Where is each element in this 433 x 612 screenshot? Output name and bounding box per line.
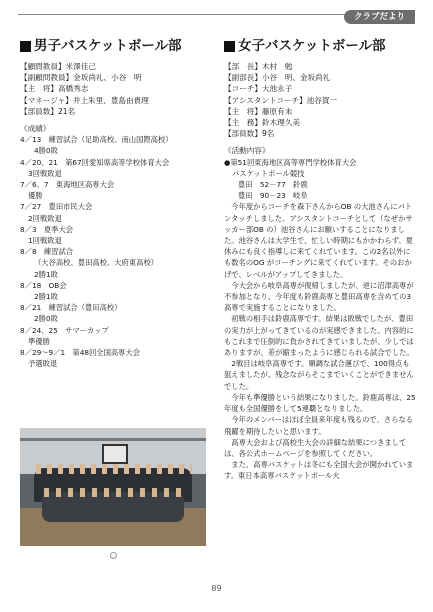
staff-line: 【部 長】木村 勉 (224, 62, 293, 71)
girls-report-text (224, 201, 416, 481)
page-number: 89 (211, 584, 222, 593)
square-bullet-icon (224, 41, 235, 52)
girls-staff-list (224, 61, 416, 139)
record-line: 4／20、21 第67回愛知県高等学校体育大会 (20, 157, 170, 167)
staff-line: 【主 将】藤原有未 (224, 106, 293, 116)
activity-line: 豊田 90－23 岐阜 (238, 191, 308, 201)
staff-line: 【マネージャ】井上朱里、豊島由貴理 (20, 95, 149, 105)
staff-line: 【主 務】鈴木理久美 (224, 118, 300, 128)
staff-line: 【副顧問教員】金坂尚礼、小谷 明 (20, 73, 142, 83)
record-line: 2勝0敗 (34, 314, 58, 324)
staff-line: 【アシスタントコーチ】池谷賀一 (224, 95, 338, 105)
boys-records-heading: 《成績》 (20, 124, 51, 134)
report-paragraph: 今年も準優勝という結果になりました。鈴鹿高専は、25年度も全国優勝をして5連覇となりました。 (224, 392, 416, 414)
record-line: 7／6、7 東海地区高専大会 (20, 180, 115, 190)
record-line: 8／18 OB会 (20, 280, 67, 290)
record-line: 8／3 夏季大会 (20, 224, 74, 234)
record-line: 準優勝 (28, 336, 50, 346)
record-line: （大谷高校、豊田高校、大府東高校） (34, 258, 159, 268)
report-paragraph: 初戦の相手は鈴鹿高専です。結果は敗戦でしたが、豊田の実力が上がってきているのが実感できました。内容的にもこれまで圧倒的に負かされてきていましたが、少しではありますが、差が縮まったように感じられる試合でした。 (224, 314, 414, 358)
record-line: 3回戦敗退 (28, 168, 62, 178)
record-line: 1回戦敗退 (28, 236, 62, 246)
record-line: 8／21 練習試合（豊田高校） (20, 303, 122, 313)
girls-activity-heading: 《活動内容》 (224, 146, 270, 156)
photo-dot-icon (110, 552, 117, 559)
team-photo (20, 428, 206, 546)
record-line: 8／24、25 サマーカップ (20, 325, 109, 335)
record-line: 8／8 練習試合 (20, 247, 74, 257)
square-bullet-icon (20, 41, 31, 52)
record-line: 2勝1敗 (34, 292, 58, 302)
basketball-hoop-icon (102, 444, 128, 464)
report-paragraph: 今年度からコーチを森下さんからOB の大池さんにバトンタッチしました。アシスタントコーチとして（なぜかサッカー部OB の）池谷さんにお願いすることになりました。池谷さんは大学生で、忙しい時期にもかかわらず、夏休みにも良く指導しに来てくれています。この2名以外にも数名のOG がコーチングに来てくれています。そのおかげで、レベルがアップしてきました。 (224, 202, 413, 279)
activity-line: ●第51回東海地区高等専門学校体育大会 (224, 157, 357, 167)
boys-staff-list (20, 61, 210, 117)
record-line: 7／27 豊田市民大会 (20, 202, 93, 212)
boys-title: 男子バスケットボール部 (34, 38, 182, 54)
boys-records-list (20, 134, 210, 369)
staff-line: 【副部長】小谷 明、金坂尚礼 (224, 73, 331, 83)
activity-line: バスケットボール競技 (232, 168, 305, 178)
report-paragraph: 今大会から岐阜高専が復帰しましたが、逆に沼津高専が不参加となり、今年度も鈴鹿高専と豊田高専を含めての3高専で実施することになりました。 (224, 280, 414, 313)
report-paragraph: 今年のメンバーはほぼ全員来年度も残るので、さらなる飛躍を期待したいと思います。 (224, 415, 414, 436)
section-tag: クラブだより (344, 10, 415, 24)
report-paragraph: 2戦目は岐阜高専です。順調な試合運びで、100得点も狙えましたが、残念ながらそこまでいくことができませんでした。 (224, 359, 414, 391)
staff-line: 【コーチ】大池永子 (224, 84, 293, 94)
record-line: 予選敗退 (28, 359, 58, 369)
record-line: 8／29～9／1 第48回全国高専大会 (20, 348, 141, 358)
record-line: 2勝1敗 (34, 269, 58, 279)
girls-activity-list (224, 157, 416, 202)
staff-line: 【顧問教員】米澤佳己 (20, 62, 96, 71)
staff-line: 【部員数】21名 (20, 106, 76, 116)
girls-section (224, 38, 416, 482)
record-line: 2回戦敗退 (28, 213, 62, 223)
report-paragraph: また、高専バスケットは冬にも全国大会が開かれています。東日本高専バスケットボール大 (224, 460, 414, 481)
record-line: 4勝0敗 (34, 146, 58, 156)
record-line: 優勝 (28, 191, 43, 201)
staff-line: 【主 将】高橋秀志 (20, 84, 89, 94)
staff-line: 【部員数】9名 (224, 129, 275, 139)
girls-title: 女子バスケットボール部 (238, 38, 386, 54)
record-line: 4／13 練習試合（足助高校、南山国際高校） (20, 135, 173, 145)
girls-heading (224, 38, 416, 55)
report-paragraph: 高専大会および高校生大会の詳細な結果につきましては、各公式ホームページを参照してください。 (224, 437, 407, 458)
boys-heading (20, 38, 210, 55)
boys-section (20, 38, 210, 369)
activity-line: 豊田 52－77 鈴鹿 (238, 180, 308, 190)
